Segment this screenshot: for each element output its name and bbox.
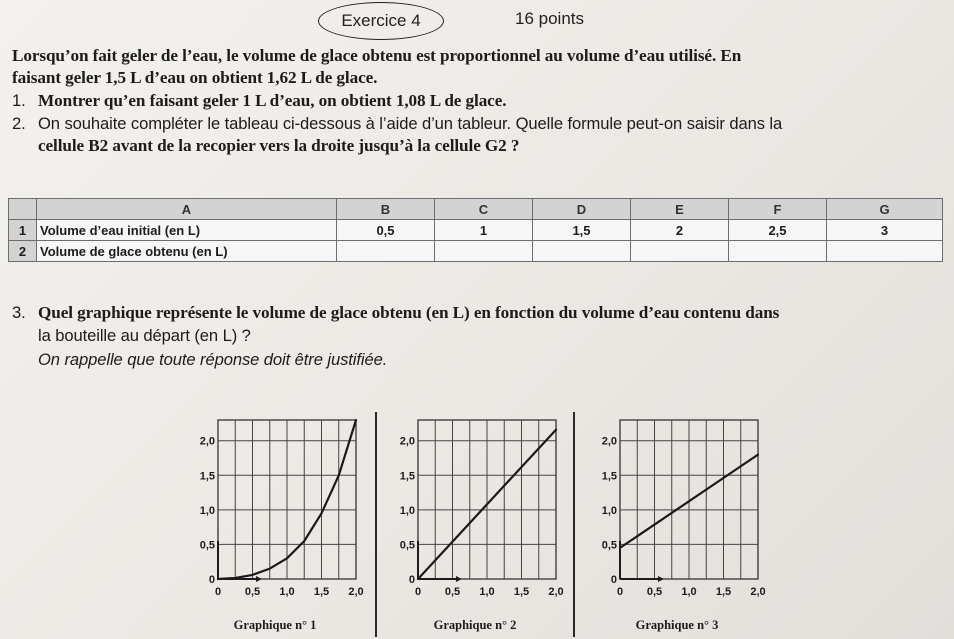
y-tick-label: 1,5 xyxy=(199,470,215,483)
table-row xyxy=(9,220,943,241)
column-header-row xyxy=(9,199,943,220)
graph-2-svg xyxy=(378,412,568,637)
cell-g2[interactable] xyxy=(827,241,943,262)
x-tick-label: 2,0 xyxy=(548,586,564,598)
y-tick-label: 0 xyxy=(408,574,415,586)
table-row xyxy=(9,241,943,262)
intro-line-2: faisant geler 1,5 L d’eau on obtient 1,62 L de glace. xyxy=(12,68,378,87)
x-tick-label: 1,5 xyxy=(715,586,732,598)
exercise-badge: Exercice 4 xyxy=(318,2,444,40)
cell-e2[interactable] xyxy=(631,241,729,262)
y-tick-label: 2,0 xyxy=(399,435,415,448)
question-3-number: 3. xyxy=(12,303,26,322)
y-tick-label: 0,5 xyxy=(601,539,617,552)
exercise-header xyxy=(318,2,918,42)
cell-e1[interactable]: 2 xyxy=(631,220,729,241)
column-header-g[interactable]: G xyxy=(827,199,943,220)
spreadsheet xyxy=(8,198,943,262)
graph-separator-1 xyxy=(375,412,377,637)
y-tick-label: 2,0 xyxy=(199,435,215,448)
y-tick-label: 2,0 xyxy=(601,435,617,448)
x-tick-label: 1,5 xyxy=(313,586,330,598)
question-2-line-2: cellule B2 avant de la recopier vers la droite jusqu’à la cellule G2 ? xyxy=(38,136,520,155)
x-tick-label: 1,0 xyxy=(279,586,295,598)
y-tick-label: 0 xyxy=(208,574,215,586)
graph-caption: Graphique n° 1 xyxy=(233,618,317,632)
cell-d1[interactable]: 1,5 xyxy=(533,220,631,241)
question-1-number: 1. xyxy=(12,91,26,110)
question-3-text-a: Quel graphique représente le volume de glace obtenu (en L) en fonction du volume d’eau contenu dans xyxy=(38,303,780,322)
exercise-points: 16 points xyxy=(515,9,584,28)
intro-line-1: Lorsqu’on fait geler de l’eau, le volume de glace obtenu est proportionnel au volume d’eau utilisé. En xyxy=(12,46,742,65)
x-tick-label: 0,5 xyxy=(444,586,461,598)
cell-c2[interactable] xyxy=(435,241,533,262)
column-header-b[interactable]: B xyxy=(337,199,435,220)
cell-c1[interactable]: 1 xyxy=(435,220,533,241)
x-tick-label: 0 xyxy=(616,586,624,598)
y-tick-label: 0,5 xyxy=(199,539,215,552)
question-1 xyxy=(12,91,506,111)
y-tick-label: 0 xyxy=(610,574,617,586)
x-tick-label: 2,0 xyxy=(348,586,364,598)
column-header-f[interactable]: F xyxy=(729,199,827,220)
y-tick-label: 0,5 xyxy=(399,539,415,552)
select-all-corner[interactable] xyxy=(9,199,37,220)
question-2-text-a: On souhaite compléter le tableau ci-dessous à l’aide d’un tableur. Quelle formule peut-on saisir dans la xyxy=(38,114,783,133)
y-tick-label: 1,0 xyxy=(601,504,617,517)
column-header-c[interactable]: C xyxy=(435,199,533,220)
x-tick-label: 1,0 xyxy=(479,586,495,598)
graph-1-svg xyxy=(178,412,368,637)
cell-f1[interactable]: 2,5 xyxy=(729,220,827,241)
cell-b2[interactable] xyxy=(337,241,435,262)
graph-3-svg xyxy=(580,412,770,637)
graph-2 xyxy=(378,412,568,637)
x-tick-label: 0 xyxy=(214,586,222,598)
x-axis-arrowhead xyxy=(456,576,462,582)
column-header-e[interactable]: E xyxy=(631,199,729,220)
cell-f2[interactable] xyxy=(729,241,827,262)
x-tick-label: 2,0 xyxy=(750,586,766,598)
cell-d2[interactable] xyxy=(533,241,631,262)
x-tick-label: 1,5 xyxy=(513,586,530,598)
row-header-1[interactable]: 1 xyxy=(9,220,37,241)
x-tick-label: 0,5 xyxy=(646,586,663,598)
cell-g1[interactable]: 3 xyxy=(827,220,943,241)
row-header-2[interactable]: 2 xyxy=(9,241,37,262)
x-tick-label: 0 xyxy=(414,586,422,598)
y-tick-label: 1,0 xyxy=(399,504,415,517)
x-tick-label: 1,0 xyxy=(681,586,697,598)
graph-3 xyxy=(580,412,770,637)
x-axis-arrowhead xyxy=(658,576,664,582)
x-axis-arrowhead xyxy=(256,576,262,582)
justification-note: On rappelle que toute réponse doit être justifiée. xyxy=(38,350,388,369)
graph-caption: Graphique n° 3 xyxy=(635,618,719,632)
cell-a2[interactable]: Volume de glace obtenu (en L) xyxy=(37,241,337,262)
cell-b1[interactable]: 0,5 xyxy=(337,220,435,241)
column-header-d[interactable]: D xyxy=(533,199,631,220)
y-tick-label: 1,5 xyxy=(601,470,617,483)
question-1-text: Montrer qu’en faisant geler 1 L d’eau, on obtient 1,08 L de glace. xyxy=(38,91,507,110)
graph-separator-2 xyxy=(573,412,575,637)
y-tick-label: 1,5 xyxy=(399,470,415,483)
graph-caption: Graphique n° 2 xyxy=(433,618,517,632)
y-tick-label: 1,0 xyxy=(199,504,215,517)
question-3-line-1 xyxy=(12,303,779,323)
cell-a1[interactable]: Volume d’eau initial (en L) xyxy=(37,220,337,241)
question-2-line-1 xyxy=(12,114,782,134)
question-3-line-2: la bouteille au départ (en L) ? xyxy=(38,326,251,345)
column-header-a[interactable]: A xyxy=(37,199,337,220)
graph-1 xyxy=(178,412,368,637)
question-2-number: 2. xyxy=(12,114,26,133)
x-tick-label: 0,5 xyxy=(244,586,261,598)
